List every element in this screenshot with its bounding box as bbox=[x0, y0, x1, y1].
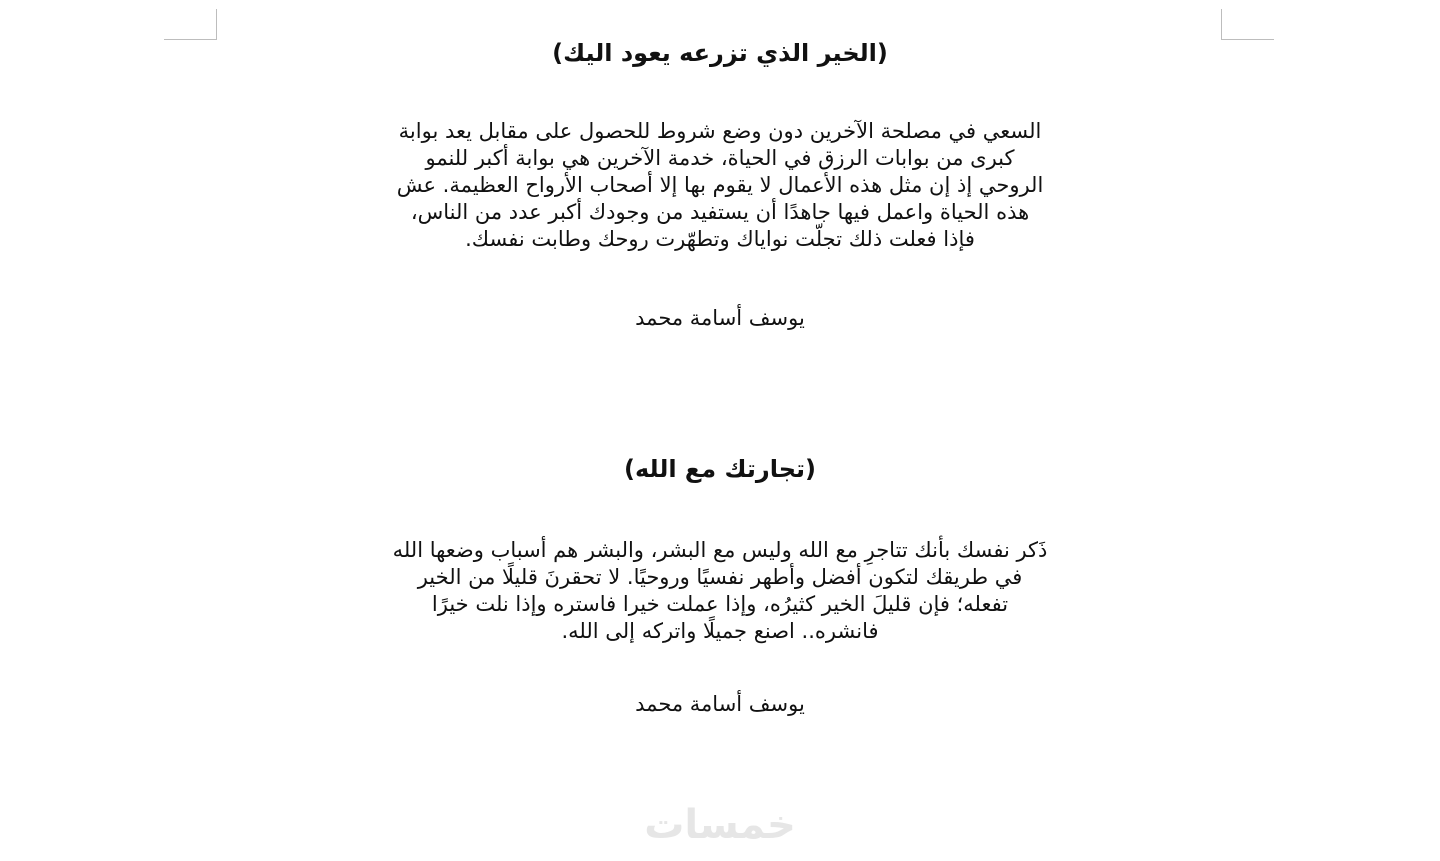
section-title: (تجارتك مع الله) bbox=[624, 455, 816, 483]
page-corner-mark-left bbox=[164, 9, 217, 40]
paragraph-line: الروحي إذ إن مثل هذه الأعمال لا يقوم بها إلا أصحاب الأرواح العظيمة. عش bbox=[396, 173, 1044, 197]
paragraph-line: تفعله؛ فإن قليلَ الخير كثيرُه، وإذا عملت خيرا فاستره وإذا نلت خيرًا bbox=[431, 592, 1009, 616]
section-paragraph bbox=[220, 118, 1220, 253]
author-name: يوسف أسامة محمد bbox=[635, 306, 805, 330]
paragraph-line: ذَكر نفسك بأنك تتاجرِ مع الله وليس مع البشر، والبشر هم أسباب وضعها الله bbox=[392, 538, 1048, 562]
paragraph-line: في طريقك لتكون أفضل وأطهر نفسيًا وروحيًا. لا تحقرنَ قليلًا من الخير bbox=[417, 565, 1023, 589]
paragraph-line: فإذا فعلت ذلك تجلّت نواياك وتطهّرت روحك وطابت نفسك. bbox=[465, 227, 975, 251]
section-title: (الخير الذي تزرعه يعود اليك) bbox=[552, 39, 888, 67]
paragraph-line: هذه الحياة واعمل فيها جاهدًا أن يستفيد من وجودك أكبر عدد من الناس، bbox=[410, 200, 1030, 224]
paragraph-line: كبرى من بوابات الرزق في الحياة، خدمة الآخرين هي بوابة أكبر للنمو bbox=[425, 146, 1015, 170]
khamsat-watermark: خمسات bbox=[644, 802, 796, 848]
section-trade-with-god-author bbox=[200, 690, 1240, 718]
section-paragraph bbox=[220, 537, 1220, 645]
section-good-deeds-author bbox=[200, 304, 1240, 332]
paragraph-line: السعي في مصلحة الآخرين دون وضع شروط للحصول على مقابل يعد بوابة bbox=[398, 119, 1042, 143]
author-name: يوسف أسامة محمد bbox=[635, 692, 805, 716]
page-corner-mark-right bbox=[1221, 9, 1274, 40]
section-good-deeds bbox=[200, 38, 1240, 68]
section-trade-with-god bbox=[200, 454, 1240, 484]
section-good-deeds-body bbox=[200, 118, 1240, 253]
section-trade-with-god-body bbox=[200, 537, 1240, 645]
paragraph-line: فانشره.. اصنع جميلًا واتركه إلى الله. bbox=[561, 619, 879, 643]
